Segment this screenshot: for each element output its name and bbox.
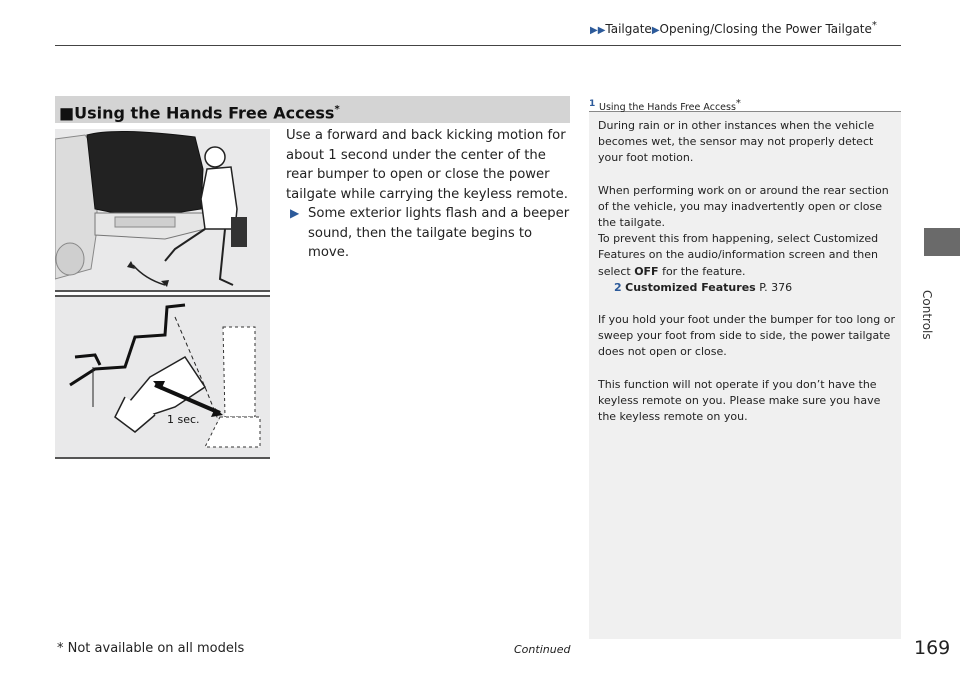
note-paragraph-2 <box>598 183 898 296</box>
instruction-text <box>286 126 576 263</box>
chapter-label: Controls <box>920 290 934 340</box>
note-paragraph-4: This function will not operate if you don’t have the keyless remote on you. Please make sure you have the keyless remote on you. <box>598 377 881 424</box>
footnote: * Not available on all models <box>57 641 245 656</box>
note-title <box>589 96 901 112</box>
square-bullet-icon: ■ <box>59 103 75 123</box>
foot-sensor-drawing <box>55 297 270 453</box>
chapter-tab[interactable] <box>924 228 960 256</box>
note-number-icon: 1 <box>589 99 596 109</box>
duration-label: 1 sec. <box>167 413 200 426</box>
continued-label: Continued <box>514 643 571 656</box>
off-setting: OFF <box>634 264 659 278</box>
reference-title: Customized Features <box>625 280 756 294</box>
breadcrumb-power-tailgate[interactable]: Opening/Closing the Power Tailgate <box>659 22 872 36</box>
note-title-text: Using the Hands Free Access <box>599 102 736 114</box>
footnote-mark: * <box>735 98 741 109</box>
header-divider <box>55 45 901 46</box>
breadcrumb <box>590 20 877 36</box>
note-text: for the feature. <box>658 264 746 278</box>
section-heading <box>55 96 570 123</box>
note-text: To prevent this from happening, select Customized Features on the audio/information screen and then select <box>598 232 879 278</box>
kick-motion-illustration <box>55 129 270 292</box>
section-title: Using the Hands Free Access <box>74 103 335 123</box>
result-sub-point <box>286 204 576 263</box>
reference-page: P. 376 <box>755 280 793 294</box>
page-number: 169 <box>914 637 951 659</box>
instruction-paragraph: Use a forward and back kicking motion for about 1 second under the center of the rear bumper to open or close the power tailgate while carrying the keyless remote. <box>286 128 568 202</box>
note-body <box>598 118 898 441</box>
note-paragraph-3: If you hold your foot under the bumper for too long or sweep your foot from side to side, the power tailgate does not open or close. <box>598 313 896 359</box>
cross-reference-link[interactable] <box>598 280 898 296</box>
reference-arrow-icon: 2 <box>614 280 622 294</box>
kick-motion-drawing <box>55 129 270 290</box>
side-note-panel <box>589 96 901 639</box>
breadcrumb-tailgate[interactable]: Tailgate <box>605 22 652 36</box>
footnote-mark: * <box>871 20 877 31</box>
note-paragraph-1: During rain or in other instances when the vehicle becomes wet, the sensor may not properly detect your foot motion. <box>598 119 875 165</box>
note-paragraph-2-line1: When performing work on or around the rear section of the vehicle, you may inadvertently open or close the tailgate. <box>598 183 889 230</box>
footnote-mark: * <box>334 104 340 115</box>
arrow-right-icon: ▶ <box>651 25 660 36</box>
arrow-right-icon: ▶▶ <box>590 25 606 36</box>
arrow-right-icon: ▶ <box>290 206 300 220</box>
result-text: Some exterior lights flash and a beeper sound, then the tailgate begins to move. <box>308 206 570 260</box>
foot-sensor-closeup-illustration <box>55 295 270 459</box>
